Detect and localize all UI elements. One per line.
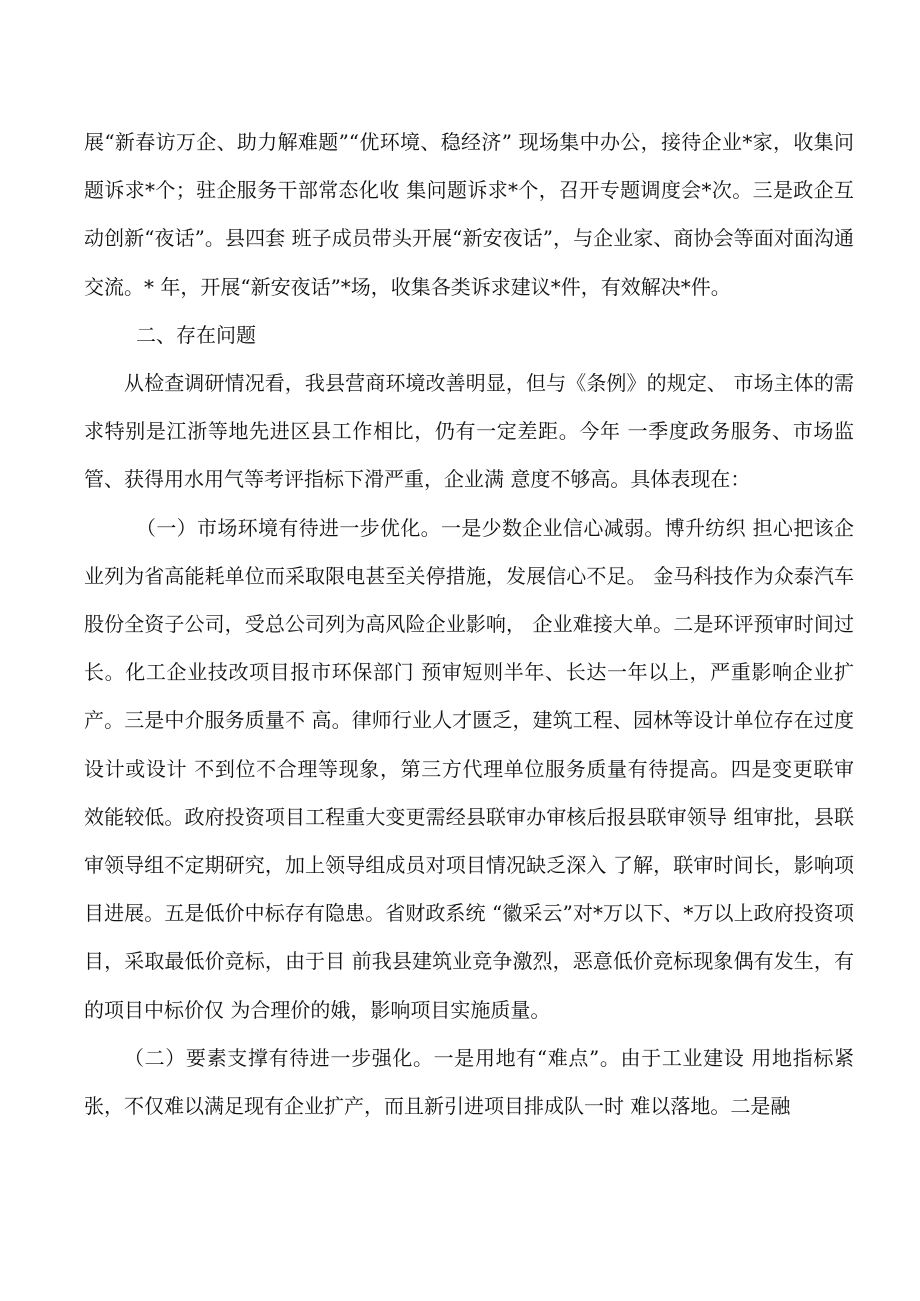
document-body [84, 118, 854, 1130]
paragraph-continuation: 展“新春访万企、助力解难题”“优环境、稳经济” 现场集中办公，接待企业*家，收集问题诉求*个；驻企服务干部常态化收 集问题诉求*个，召开专题调度会*次。三是政企互动创新“夜话”。县四套 班子成员带头开展“新安夜话”，与企业家、商协会等面对面沟通交流。* 年，开展“新安夜话”*场，收集各类诉求建议*件，有效解决*件。 [84, 130, 854, 299]
paragraph-market-environment: （一）市场环境有待进一步优化。一是少数企业信心减弱。博升纺织 担心把该企业列为省高能耗单位而采取限电甚至关停措施，发展信心不足。 金马科技作为众泰汽车股份全资子公司，受总公司列为高风险企业影响， 企业难接大单。二是环评预审时间过长。化工企业技改项目报市环保部门 预审短则半年、长达一年以上，严重影响企业扩产。三是中介服务质量不 高。律师行业人才匮乏，建筑工程、园林等设计单位存在过度设计或设计 不到位不合理等现象，第三方代理单位服务质量有待提高。四是变更联审 效能较低。政府投资项目工程重大变更需经县联审办审核后报县联审领导 组审批，县联审领导组不定期研究，加上领导组成员对项目情况缺乏深入 了解，联审时间长，影响项目进展。五是低价中标存有隐患。省财政系统 “徽采云”对*万以下、*万以上政府投资项目，采取最低价竞标，由于目 前我县建筑业竞争激烈，恶意低价竞标现象偶有发生，有的项目中标价仅 为合理价的娥，影响项目实施质量。 [84, 515, 854, 1022]
paragraph-factor-support: （二）要素支撑有待进一步强化。一是用地有“难点”。由于工业建设 用地指标紧张，不仅难以满足现有企业扩产，而且新引进项目排成队一时 难以落地。二是融 [84, 1045, 854, 1119]
paragraph-overview: 从检查调研情况看，我县营商环境改善明显，但与《条例》的规定、 市场主体的需求特别是江浙等地先进区县工作相比，仍有一定差距。今年 一季度政务服务、市场监管、获得用水用气等考评指标下滑严重，企业满 意度不够高。具体表现在： [84, 371, 854, 492]
section-heading-problems: 二、存在问题 [136, 322, 256, 347]
